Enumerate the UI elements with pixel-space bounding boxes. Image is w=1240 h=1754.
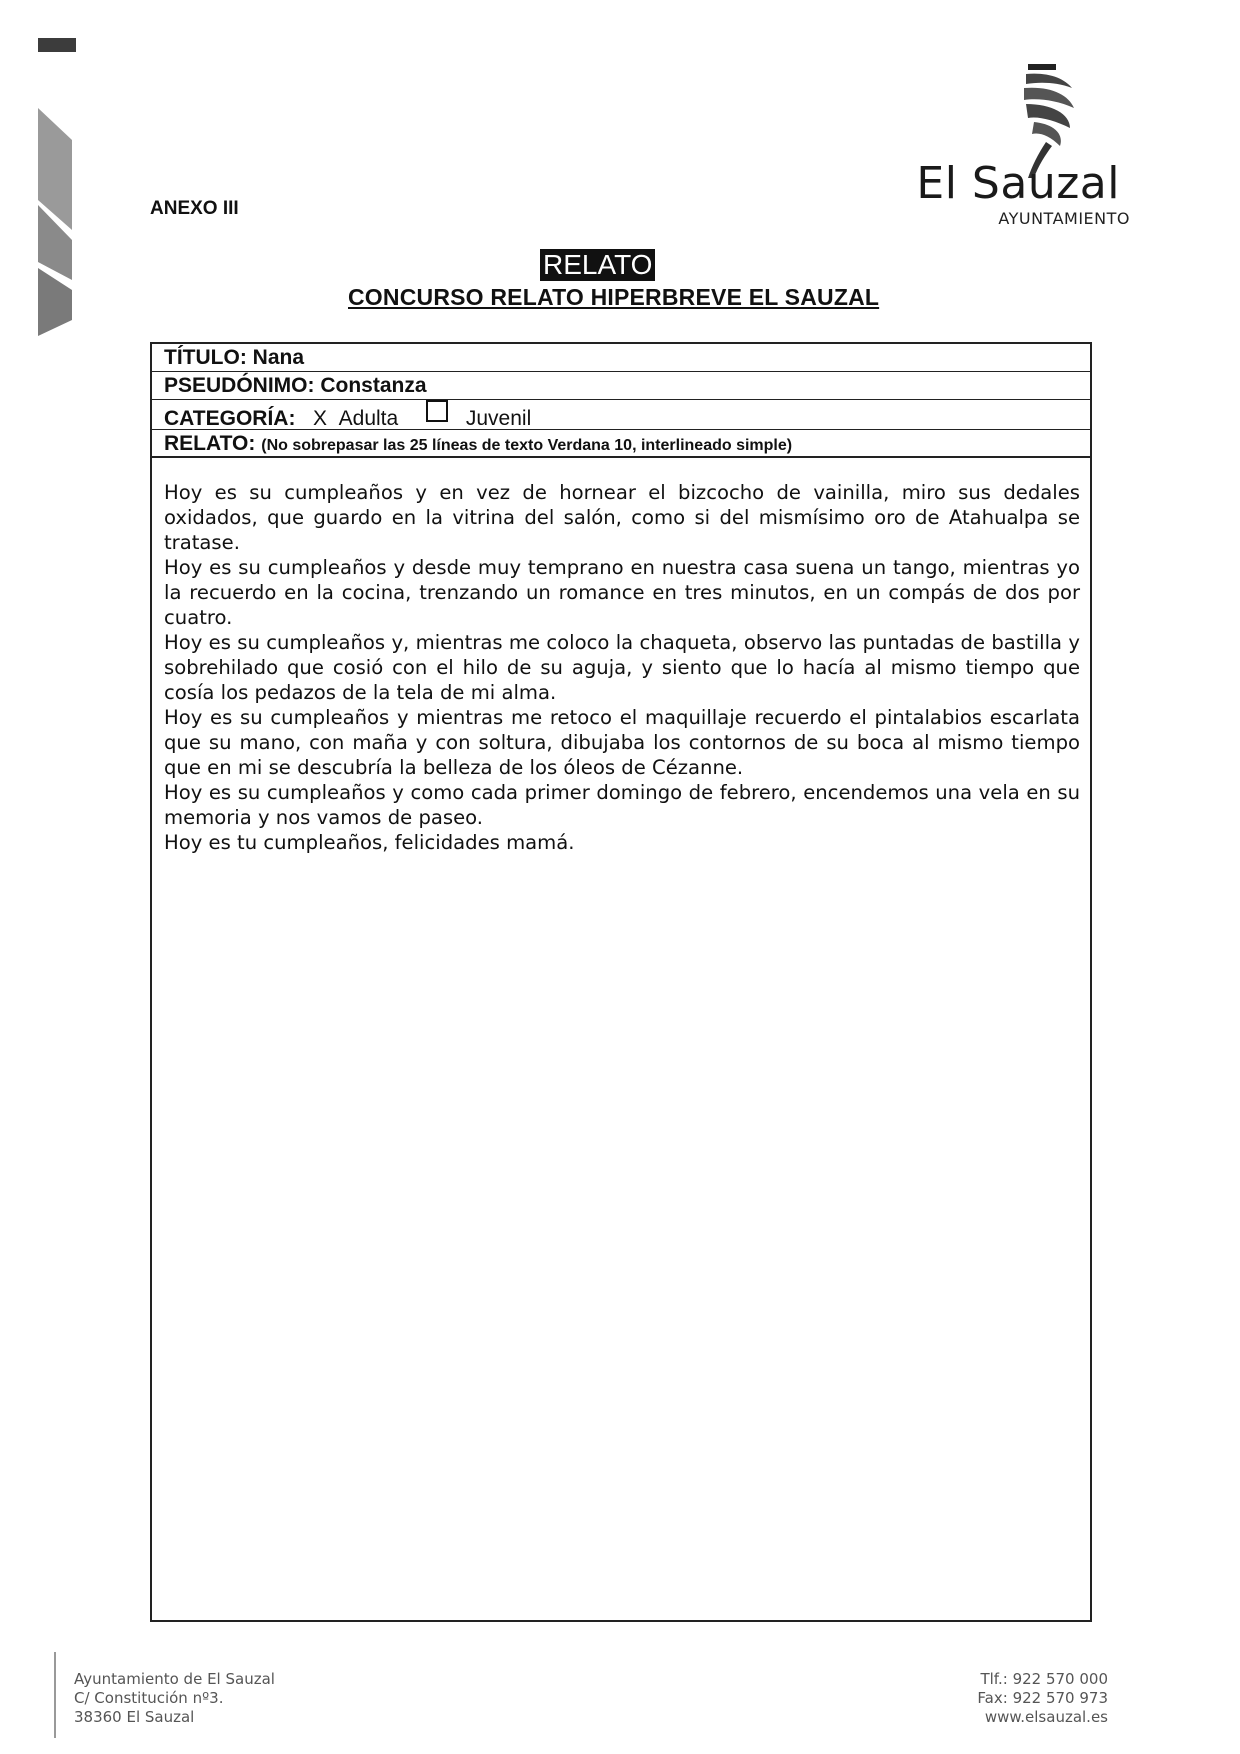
story-paragraph: Hoy es su cumpleaños y como cada primer domingo de febrero, encendemos una vela en su memoria y nos vamos de paseo. xyxy=(164,781,1080,829)
footer-line: Ayuntamiento de El Sauzal xyxy=(74,1670,275,1688)
title-row xyxy=(152,344,1090,372)
footer-fax: Fax: 922 570 973 xyxy=(977,1689,1108,1707)
category-row xyxy=(152,400,1090,430)
footer-contact xyxy=(977,1670,1108,1727)
footer-line: 38360 El Sauzal xyxy=(74,1708,195,1726)
relato-label: RELATO: xyxy=(164,432,256,455)
story-paragraph: Hoy es su cumpleaños y, mientras me coloco la chaqueta, observo las puntadas de bastilla y sobrehilado que cosió con el hilo de su aguja, y siento que lo hacía al mismo tiempo que cosía los pedazos de la tela de mi alma. xyxy=(164,631,1080,704)
footer-divider xyxy=(54,1652,56,1738)
logo-subtitle: AYUNTAMIENTO xyxy=(998,209,1130,228)
contest-title: CONCURSO RELATO HIPERBREVE EL SAUZAL xyxy=(348,284,880,310)
category-youth-checkbox[interactable] xyxy=(426,400,448,422)
footer-phone: Tlf.: 922 570 000 xyxy=(980,1670,1108,1688)
logo-name: El Sauzal xyxy=(916,158,1120,209)
pseudonym-value: Constanza xyxy=(320,374,427,397)
pseudonym-label: PSEUDÓNIMO: xyxy=(164,374,315,397)
title-label: TÍTULO: xyxy=(164,346,247,369)
footer-address xyxy=(74,1670,275,1727)
story-paragraph: Hoy es su cumpleaños y desde muy temprano en nuestra casa suena un tango, mientras yo la recuerdo en la cocina, trenzando un romance en tres minutos, en un compás de dos por cuatro. xyxy=(164,556,1080,629)
decorative-edge-strip xyxy=(0,0,90,360)
footer-line: C/ Constitución nº3. xyxy=(74,1689,224,1707)
relato-note: (No sobrepasar las 25 líneas de texto Verdana 10, interlineado simple) xyxy=(261,437,793,454)
entry-form xyxy=(150,342,1092,1622)
story-text xyxy=(164,480,1080,855)
category-adult-label: Adulta xyxy=(338,407,399,430)
category-youth-label: Juvenil xyxy=(465,407,532,430)
relato-badge: RELATO xyxy=(540,249,655,281)
footer-website[interactable]: www.elsauzal.es xyxy=(984,1708,1108,1726)
pseudonym-row xyxy=(152,372,1090,400)
story-paragraph: Hoy es tu cumpleaños, felicidades mamá. xyxy=(164,831,575,854)
category-adult-mark: X xyxy=(312,407,327,430)
annex-label: ANEXO III xyxy=(150,198,239,219)
relato-row xyxy=(152,430,1090,458)
story-paragraph: Hoy es su cumpleaños y en vez de hornear el bizcocho de vainilla, miro sus dedales oxidados, que guardo en la vitrina del salón, como si del mismísimo oro de Atahualpa se tratase. xyxy=(164,481,1080,554)
story-paragraph: Hoy es su cumpleaños y mientras me retoco el maquillaje recuerdo el pintalabios escarlata que su mano, con maña y con soltura, dibujaba los contornos de su boca al mismo tiempo que en mi se descubría la belleza de los óleos de Cézanne. xyxy=(164,706,1080,779)
title-value: Nana xyxy=(252,346,305,369)
category-label: CATEGORÍA: xyxy=(164,407,296,430)
